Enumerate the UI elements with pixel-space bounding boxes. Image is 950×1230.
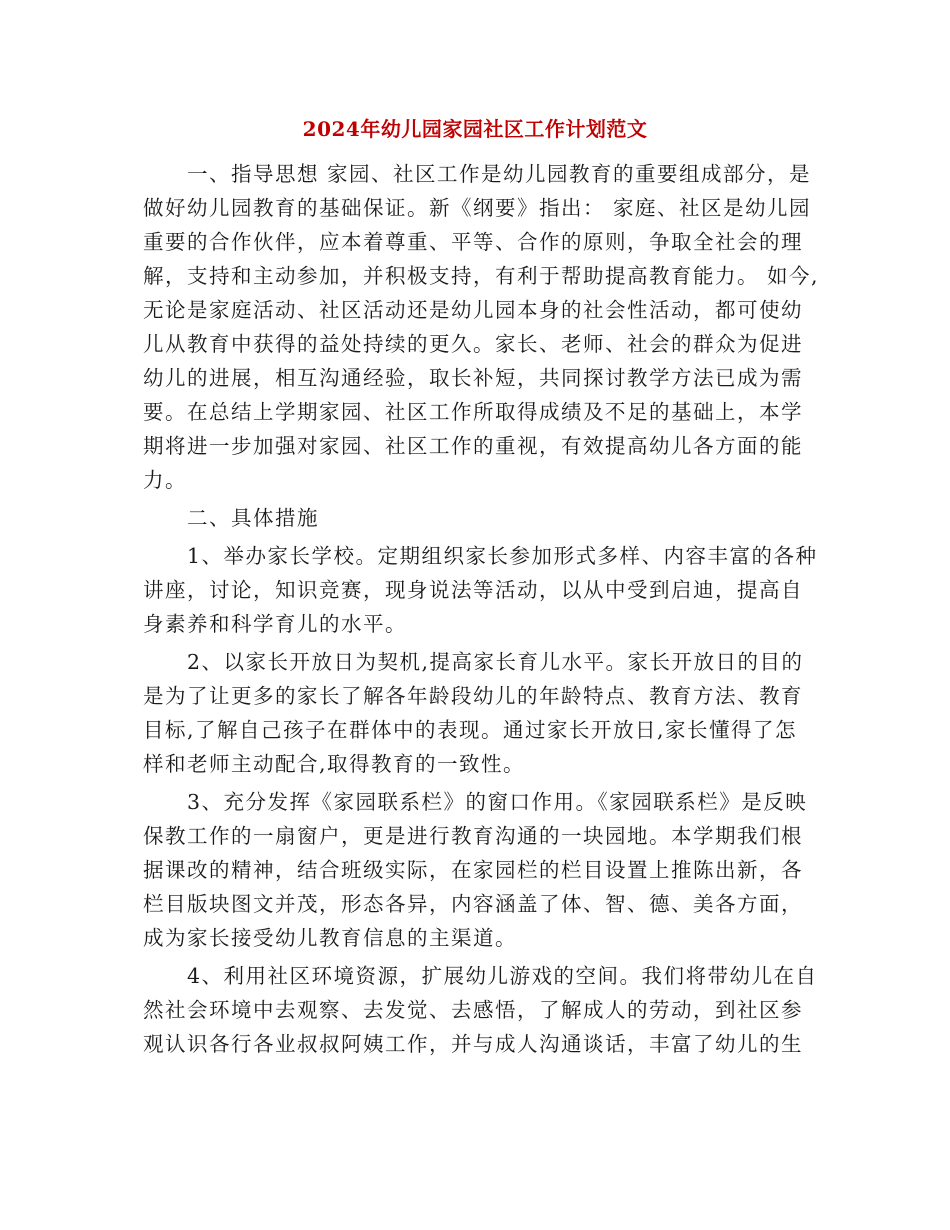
- text-line: 目标,了解自己孩子在群体中的表现。通过家长开放日,家长懂得了怎: [143, 718, 798, 742]
- document-title: 2024年幼儿园家园社区工作计划范文: [302, 117, 648, 141]
- text-line: 期将进一步加强对家园、社区工作的重视，有效提高幼儿各方面的能: [143, 434, 803, 458]
- text-line: 是为了让更多的家长了解各年龄段幼儿的年龄特点、教育方法、教育: [143, 684, 803, 708]
- text-line: 3、充分发挥《家园联系栏》的窗口作用。《家园联系栏》是反映: [143, 790, 808, 814]
- text-line: 然社会环境中去观察、去发觉、去感悟，了解成人的劳动，到社区参: [143, 998, 803, 1022]
- text-line: 重要的合作伙伴，应本着尊重、平等、合作的原则，争取全社会的理: [143, 230, 803, 254]
- text-line: 成为家长接受幼儿教育信息的主渠道。: [143, 926, 517, 950]
- text-line: 力。: [143, 468, 187, 492]
- text-line: 样和老师主动配合,取得教育的一致性。: [143, 752, 526, 776]
- text-line: 保教工作的一扇窗户，更是进行教育沟通的一块园地。本学期我们根: [143, 824, 803, 848]
- text-line: 身素养和科学育儿的水平。: [143, 612, 407, 636]
- text-line: 讲座，讨论，知识竞赛，现身说法等活动，以从中受到启迪，提高自: [143, 578, 803, 602]
- text-line: 幼儿的进展，相互沟通经验，取长补短，共同探讨教学方法已成为需: [143, 366, 803, 390]
- text-line: 做好幼儿园教育的基础保证。新《纲要》指出： 家庭、社区是幼儿园: [143, 196, 812, 220]
- text-line: 2、以家长开放日为契机,提高家长育儿水平。家长开放日的目的: [143, 650, 804, 674]
- text-line: 1、举办家长学校。定期组织家长参加形式多样、内容丰富的各种: [143, 544, 818, 568]
- text-line: 无论是家庭活动、社区活动还是幼儿园本身的社会性活动，都可使幼: [143, 298, 803, 322]
- text-line: 4、利用社区环境资源，扩展幼儿游戏的空间。我们将带幼儿在自: [143, 964, 818, 988]
- section-heading: 二、具体措施: [143, 506, 319, 530]
- text-line: 解，支持和主动参加，并积极支持，有利于帮助提高教育能力。 如今,: [143, 264, 820, 288]
- text-line: 据课改的精神，结合班级实际，在家园栏的栏目设置上推陈出新，各: [143, 858, 803, 882]
- text-line: 儿从教育中获得的益处持续的更久。家长、老师、社会的群众为促进: [143, 332, 803, 356]
- text-line: 栏目版块图文并茂，形态各异，内容涵盖了体、智、德、美各方面，: [143, 892, 803, 916]
- text-line: 要。在总结上学期家园、社区工作所取得成绩及不足的基础上，本学: [143, 400, 803, 424]
- text-line: 一、指导思想 家园、社区工作是幼儿园教育的重要组成部分，是: [143, 162, 812, 186]
- text-line: 观认识各行各业叔叔阿姨工作，并与成人沟通谈话，丰富了幼儿的生: [143, 1032, 803, 1056]
